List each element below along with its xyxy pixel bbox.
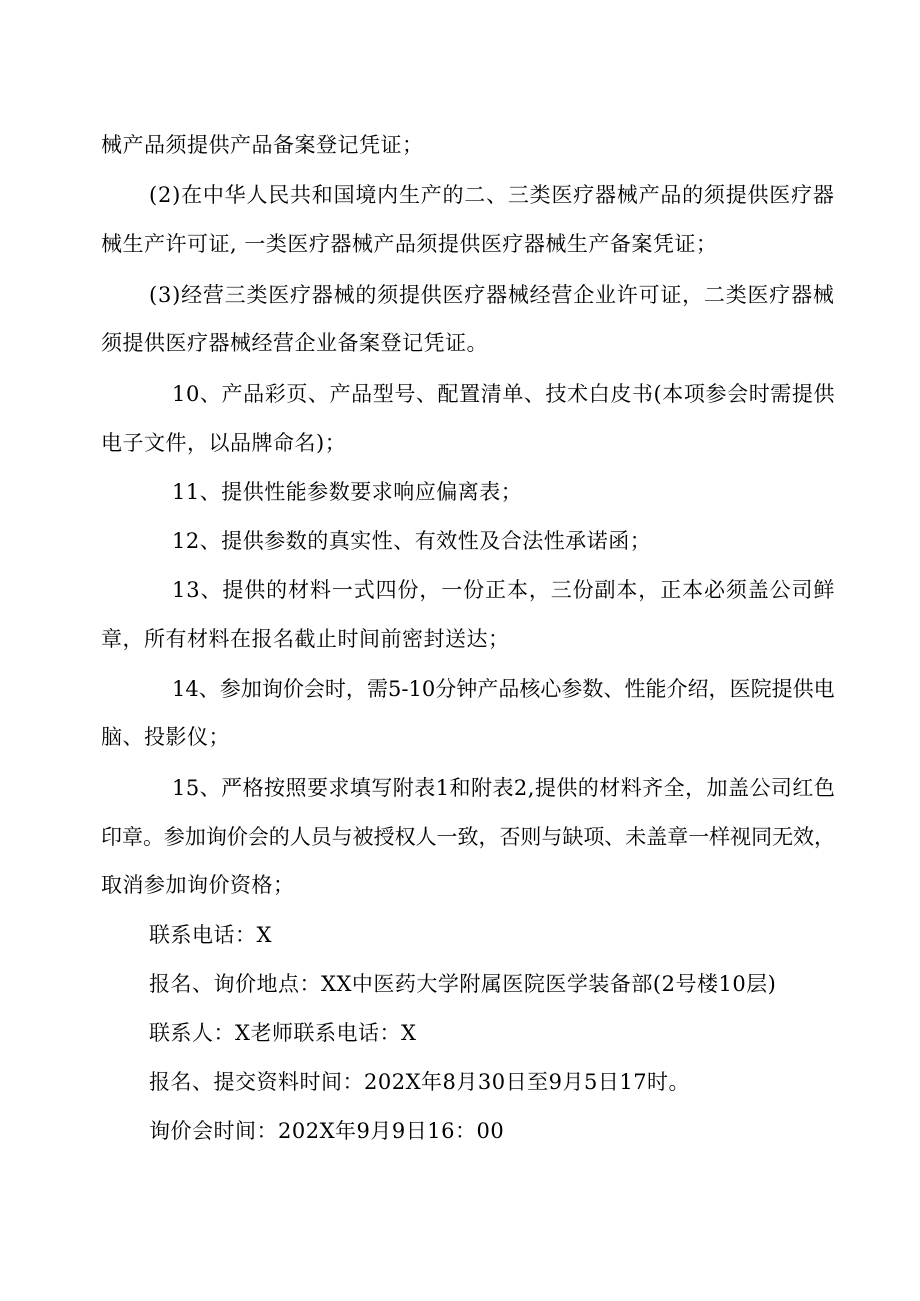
- text-line-item-11-deviation-table: 11、提供性能参数要求响应偏离表；: [172, 480, 523, 504]
- text-line-item-14-continued: 脑、投影仪；: [101, 725, 230, 749]
- text-line-contact-person: 联系人：X老师联系电话：X: [149, 1021, 417, 1045]
- text-line-product-filing-certificate: 械产品须提供产品备案登记凭证；: [101, 133, 424, 157]
- text-line-item-13-copies: 13、提供的材料一式四份，一份正本，三份副本，正本必须盖公司鲜: [172, 578, 836, 602]
- text-line-item-3-operating-license: (3)经营三类医疗器械的须提供医疗器械经营企业许可证，二类医疗器械: [149, 283, 835, 307]
- text-line-item-10-brochure: 10、产品彩页、产品型号、配置清单、技术白皮书(本项参会时需提供: [172, 382, 836, 406]
- text-line-item-10-continued: 电子文件，以品牌命名)；: [101, 431, 347, 455]
- text-line-submission-time: 报名、提交资料时间：202X年8月30日至9月5日17时。: [149, 1070, 691, 1094]
- text-line-item-15-attachments: 15、严格按照要求填写附表1和附表2,提供的材料齐全，加盖公司红色: [172, 776, 836, 800]
- text-line-item-13-continued: 章，所有材料在报名截止时间前密封送达；: [101, 627, 510, 651]
- text-line-contact-phone: 联系电话：X: [149, 923, 272, 947]
- text-line-item-15-end: 取消参加询价资格；: [101, 873, 295, 897]
- text-line-item-15-continued: 印章。参加询价会的人员与被授权人一致，否则与缺项、未盖章一样视同无效，: [101, 825, 835, 849]
- text-line-item-2-continued: 械生产许可证, 一类医疗器械产品须提供医疗器械生产备案凭证；: [101, 232, 718, 256]
- text-line-item-2-domestic-production: (2)在中华人民共和国境内生产的二、三类医疗器械产品的须提供医疗器: [149, 183, 835, 207]
- text-line-registration-location: 报名、询价地点：XX中医药大学附属医院医学装备部(2号楼10层): [149, 972, 777, 996]
- text-line-item-3-continued: 须提供医疗器械经营企业备案登记凭证。: [101, 331, 488, 355]
- text-line-item-12-commitment-letter: 12、提供参数的真实性、有效性及合法性承诺函；: [172, 529, 652, 553]
- text-line-inquiry-meeting-time: 询价会时间：202X年9月9日16：00: [149, 1119, 505, 1143]
- text-line-item-14-presentation: 14、参加询价会时，需5-10分钟产品核心参数、性能介绍，医院提供电: [172, 677, 835, 701]
